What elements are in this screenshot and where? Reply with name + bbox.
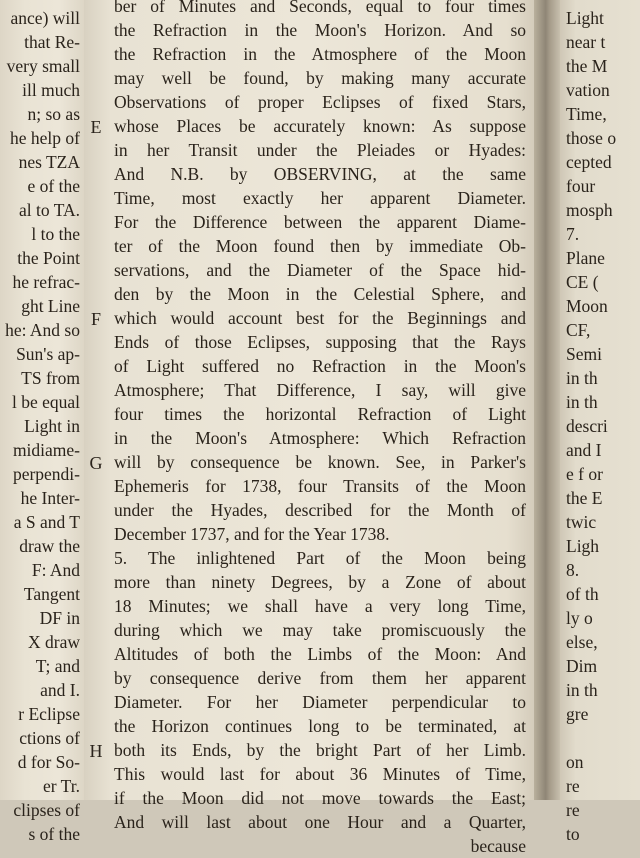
main-text-line: Ends of those Eclipses, supposing that the Rays [114,332,526,352]
left-text-line: perpendi- [12,464,80,484]
left-text-line: ill much [22,80,80,100]
main-text-line: will by consequence be known. See, in Parker's [114,452,526,472]
main-text-line: the Refraction in the Atmosphere of the Moon [114,44,526,64]
left-text-line: TS from [21,368,80,388]
main-text-line: Ephemeris for 1738, four Transits of the Moon [114,476,526,496]
right-text-line: ly o [566,608,593,628]
main-text-line: ter of the Moon found then by immediate Ob- [114,236,526,256]
main-text-line: Diameter. For her Diameter perpendicular to [114,692,526,712]
left-text-line: X draw [28,632,80,652]
left-text-line: e of the [27,176,80,196]
main-text-line: den by the Moon in the Celestial Sphere, and [114,284,526,304]
left-text-line: ght Line [21,296,80,316]
left-text-line: ctions of [19,728,80,748]
right-text-line: descri [566,416,608,436]
right-text-line: four [566,176,596,196]
right-text-line: Moon [566,296,608,316]
main-text-line: ber of Minutes and Seconds, equal to four times [114,0,526,16]
main-text-line: whose Places be accurately known: As suppose [114,116,526,136]
right-text-line: in th [566,368,598,388]
main-text-line: Time, most exactly her apparent Diameter. [114,188,526,208]
right-page-column [560,0,640,844]
right-text-line: in th [566,392,598,412]
left-text-line: r Eclipse [18,704,80,724]
margin-marker: G [89,453,103,473]
right-text-line: 7. [566,224,580,244]
right-text-line: and I [566,440,602,460]
main-text-line: of Light suffered no Refraction in the Moon's [114,356,526,376]
margin-marker: E [90,117,102,137]
right-text-line: 8. [566,560,580,580]
left-text-line: er Tr. [43,776,80,796]
right-text-line: cepted [566,152,612,172]
main-text-line: the Refraction in the Moon's Horizon. And so [114,20,526,40]
left-text-line: that Re- [24,32,80,52]
left-text-line: nes TZA [18,152,80,172]
main-text-line: Atmosphere; That Difference, I say, will give [114,380,526,400]
main-text-line: under the Hyades, described for the Month of [114,500,526,520]
left-text-line: he refrac- [12,272,80,292]
right-text-line: CE ( [566,272,599,292]
main-text-line: four times the horizontal Refraction of Light [114,404,526,424]
margin-marker: F [90,309,101,329]
left-text-line: Tangent [23,584,80,604]
right-text-line: CF, [566,320,591,340]
right-text-line: Light [566,8,604,28]
right-text-line: re [566,800,580,820]
right-text-line: re [566,776,580,796]
left-text-line: T; and [35,656,80,676]
right-text-line: on [566,752,584,772]
main-text-line: both its Ends, by the bright Part of her Limb. [114,740,526,760]
left-text-line: Sun's ap- [16,344,80,364]
right-text-line: Dim [566,656,598,676]
left-text-line: very small [6,56,80,76]
main-text-line: in the Moon's Atmosphere: Which Refraction [114,428,526,448]
right-text-line: the M [566,56,608,76]
main-text-line: Observations of proper Eclipses of fixed Stars, [114,92,526,112]
right-text-line: twic [566,512,597,532]
main-text-line: by consequence derive from them her apparent [114,668,526,688]
left-text-line: he help of [10,128,80,148]
main-text-line: in her Transit under the Pleiades or Hyades: [114,140,526,160]
left-text-line: s of the [28,824,80,844]
main-text-line: Altitudes of both the Limbs of the Moon: And [114,644,526,664]
main-text-line: if the Moon did not move towards the East; [114,788,526,808]
main-text-line: because [470,836,526,856]
left-page-column [0,0,84,844]
right-text-line: to [566,824,580,844]
left-text-line: l be equal [11,392,80,412]
left-text-line: he Inter- [20,488,80,508]
right-text-line: e f or [566,464,603,484]
main-text-line: may well be found, by making many accurate [114,68,526,88]
left-text-line: and I. [40,680,80,700]
left-text-line: Light in [24,416,80,436]
main-page-column [84,0,534,856]
left-text-line: the Point [17,248,80,268]
main-text-line: which would account best for the Beginnings and [114,308,526,328]
left-text-line: a S and T [13,512,80,532]
left-text-line: d for So- [17,752,80,772]
main-text-line: servations, and the Diameter of the Space hid- [114,260,526,280]
right-text-line: those o [566,128,617,148]
margin-marker: H [89,741,103,761]
main-text-line: 18 Minutes; we shall have a very long Time, [114,596,526,616]
main-text-line: For the Difference between the apparent Diame- [114,212,526,232]
right-text-line: else, [566,632,598,652]
main-text-line: December 1737, and for the Year 1738. [114,524,390,544]
right-text-line: near t [566,32,606,52]
right-text-line: Time, [566,104,607,124]
right-text-line: in th [566,680,598,700]
left-text-line: ance) will [10,8,80,28]
right-text-line: Plane [566,248,605,268]
left-text-line: midiame- [12,440,80,460]
left-text-line: l to the [31,224,80,244]
main-text-line: the Horizon continues long to be terminated, at [114,716,526,736]
book-gutter [534,0,560,800]
left-text-line: draw the [19,536,80,556]
left-text-line: clipses of [13,800,80,820]
left-text-line: n; so as [27,104,80,124]
main-text-line: This would last for about 36 Minutes of Time, [114,764,526,784]
main-text-line: during which we may take promiscuously the [114,620,526,640]
right-text-line: Ligh [566,536,600,556]
left-text-line: DF in [39,608,80,628]
left-text-line: he: And so [5,320,80,340]
main-text-line: And will last about one Hour and a Quarter, [114,812,526,832]
main-text-line: And N.B. by OBSERVING, at the same [114,164,526,184]
left-text-line: al to TA. [19,200,80,220]
right-text-line: Semi [566,344,602,364]
right-text-line: the E [566,488,603,508]
right-text-line: mosph [566,200,613,220]
left-text-line: F: And [31,560,80,580]
main-text-line: 5. The inlightened Part of the Moon being [114,548,526,568]
right-text-line: of th [566,584,599,604]
right-text-line: vation [566,80,610,100]
main-text-line: more than ninety Degrees, by a Zone of about [114,572,526,592]
right-text-line: gre [566,704,589,724]
